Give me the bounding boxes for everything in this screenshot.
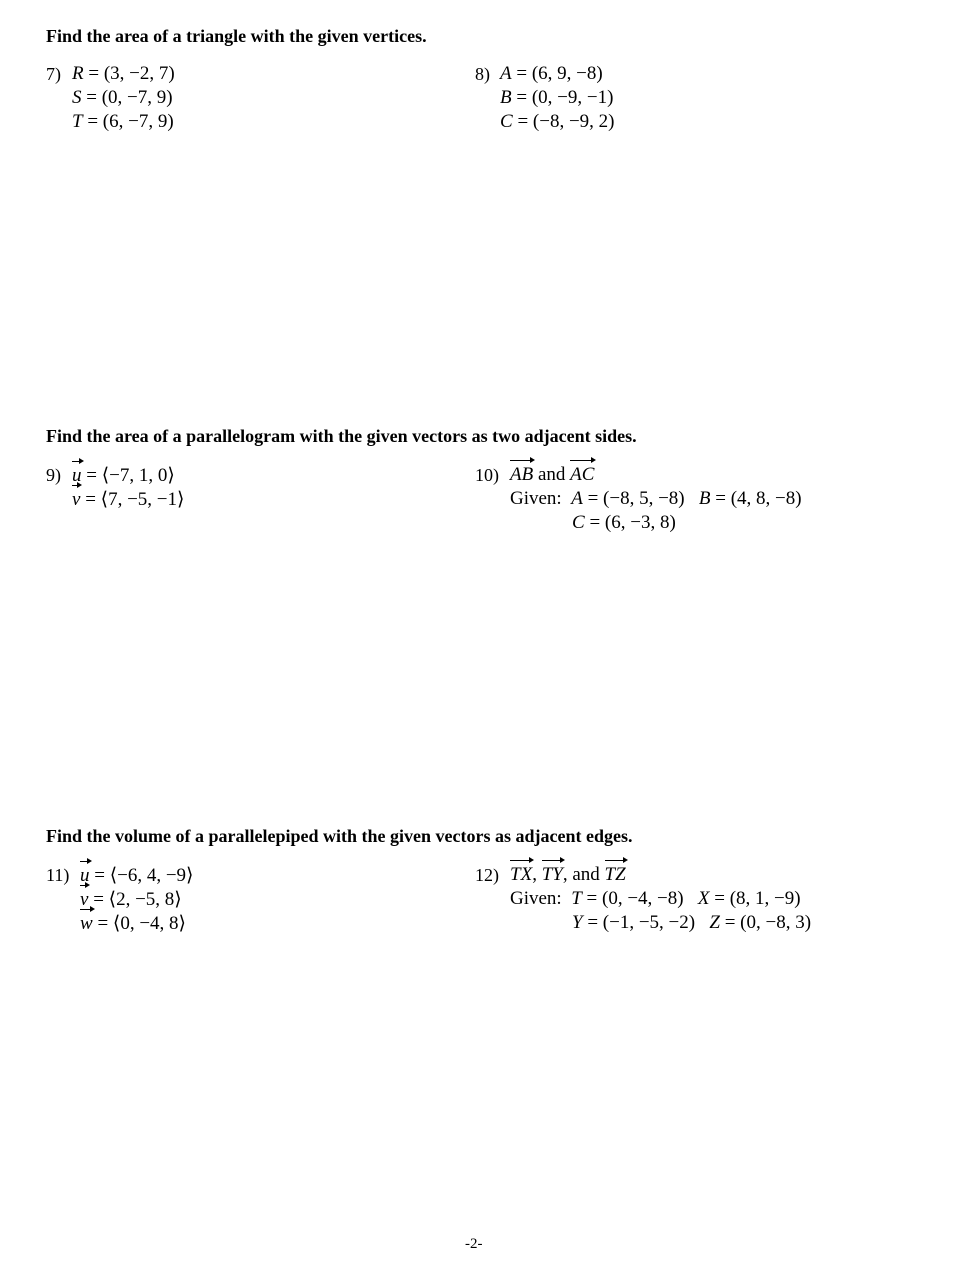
equals: = [709, 888, 730, 909]
problem-12-given-line1 [510, 888, 801, 910]
problem-11-line-v [80, 888, 182, 911]
given-label: Given: [510, 488, 562, 509]
page-number: -2- [465, 1236, 483, 1252]
value: (0, −8, 3) [740, 912, 812, 933]
equals: = [82, 111, 103, 132]
problem-8-line-b [500, 87, 613, 109]
value: ⟨−6, 4, −9⟩ [109, 865, 194, 886]
problem-7-line-t [72, 111, 174, 133]
var-C: C [500, 111, 513, 132]
problem-9-line-u [72, 464, 175, 487]
vector-u: u [80, 865, 90, 886]
value: (−8, −9, 2) [532, 111, 615, 132]
problem-number-12: 12) [475, 865, 499, 885]
var-B: B [500, 87, 512, 108]
value: (0, −9, −1) [531, 87, 614, 108]
value: (6, −3, 8) [604, 512, 676, 533]
problem-8-line-c [500, 111, 615, 133]
equals: = [511, 87, 532, 108]
vector-ac: AC [570, 464, 595, 485]
equals: = [88, 889, 109, 910]
conjunction: and [533, 464, 571, 485]
value: (−8, 5, −8) [603, 488, 685, 509]
var-X: X [697, 888, 710, 909]
equals: = [719, 912, 741, 933]
equals: = [584, 512, 605, 533]
var-A: A [571, 488, 583, 509]
value: ⟨7, −5, −1⟩ [100, 489, 185, 510]
value: (−1, −5, −2) [602, 912, 696, 933]
vector-v: v [80, 889, 89, 910]
equals: = [582, 488, 604, 509]
value: ⟨0, −4, 8⟩ [112, 913, 186, 934]
given-label: Given: [510, 888, 562, 909]
problem-10-given-line1 [510, 488, 802, 510]
problem-7-line-s [72, 87, 173, 109]
vector-tx: TX [510, 864, 533, 885]
separator: , and [562, 864, 605, 885]
value: (4, 8, −8) [730, 488, 802, 509]
var-T: T [72, 111, 83, 132]
problem-11-line-u [80, 864, 193, 887]
equals: = [582, 912, 603, 933]
vector-ab: AB [510, 464, 534, 485]
problem-number-7: 7) [46, 64, 61, 84]
vector-ty: TY [541, 864, 563, 885]
equals: = [80, 489, 101, 510]
problem-number-10: 10) [475, 465, 499, 485]
value: (0, −4, −8) [602, 888, 684, 909]
equals: = [512, 111, 533, 132]
value: ⟨−7, 1, 0⟩ [101, 465, 175, 486]
equals: = [81, 87, 102, 108]
value: (0, −7, 9) [101, 87, 173, 108]
separator: , [532, 864, 542, 885]
var-R: R [72, 63, 84, 84]
problem-12-given-line2 [572, 912, 811, 934]
var-T: T [571, 888, 582, 909]
equals: = [81, 465, 102, 486]
var-B: B [698, 488, 711, 509]
vector-w: w [80, 913, 93, 934]
equals: = [92, 913, 113, 934]
problem-10-vectors [510, 464, 594, 486]
var-Y: Y [572, 912, 583, 933]
vector-tz: TZ [604, 864, 626, 885]
value: (3, −2, 7) [103, 63, 175, 84]
vector-v: v [72, 489, 81, 510]
problem-11-line-w [80, 912, 186, 935]
problem-number-11: 11) [46, 865, 70, 885]
problem-number-8: 8) [475, 64, 490, 84]
section-heading-triangle: Find the area of a triangle with the given vertices. [46, 26, 427, 46]
var-C: C [572, 512, 585, 533]
problem-12-vectors [510, 864, 626, 886]
problem-9-line-v [72, 488, 184, 511]
var-S: S [72, 87, 82, 108]
problem-number-9: 9) [46, 465, 61, 485]
vector-u: u [72, 465, 82, 486]
section-heading-parallelogram: Find the area of a parallelogram with the given vectors as two adjacent sides. [46, 426, 637, 446]
problem-7-line-r [72, 63, 175, 85]
equals: = [710, 488, 731, 509]
var-Z: Z [709, 912, 720, 933]
value: ⟨2, −5, 8⟩ [108, 889, 182, 910]
var-A: A [500, 63, 512, 84]
problem-8-line-a [500, 63, 603, 85]
value: (8, 1, −9) [729, 888, 801, 909]
equals: = [511, 63, 532, 84]
equals: = [581, 888, 603, 909]
equals: = [89, 865, 110, 886]
value: (6, 9, −8) [531, 63, 603, 84]
problem-10-given-line2 [572, 512, 676, 534]
value: (6, −7, 9) [102, 111, 174, 132]
section-heading-parallelepiped: Find the volume of a parallelepiped with the given vectors as adjacent edges. [46, 826, 633, 846]
equals: = [83, 63, 104, 84]
